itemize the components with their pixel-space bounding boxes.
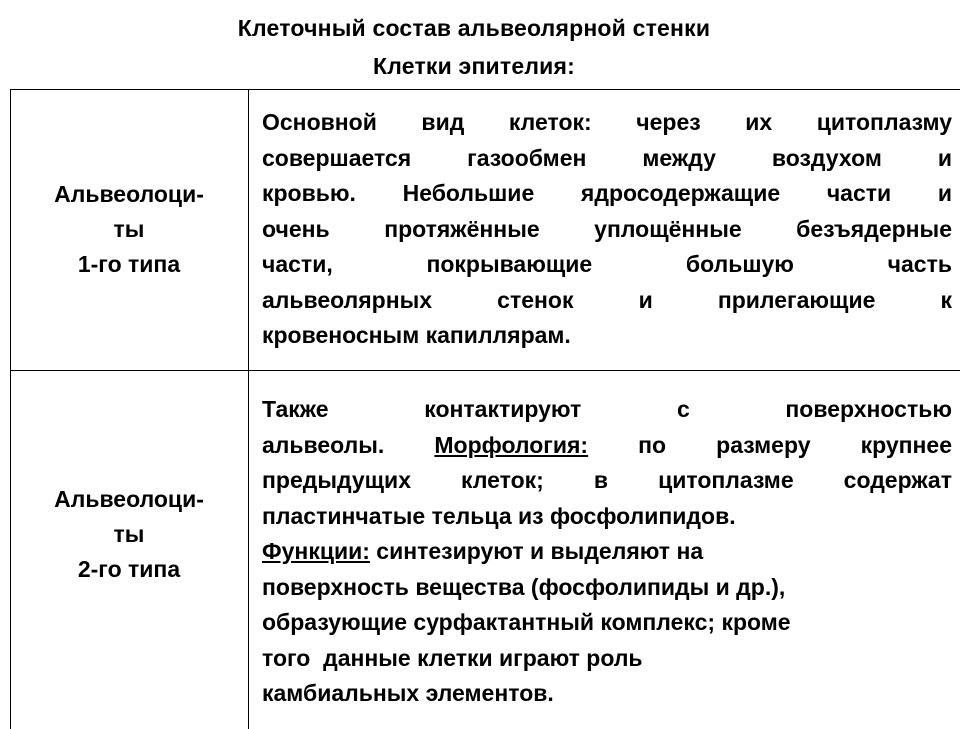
morphology-prefix: альвеолы. [262, 431, 435, 458]
morphology-line [262, 428, 952, 464]
description-line: пластинчатые тельца из фосфолипидов. [262, 502, 736, 529]
description-line: очень протяжённые уплощённые безъядерные [262, 215, 952, 242]
description-line: кровеносным капиллярам. [262, 322, 571, 348]
description-line: части, покрывающие большую часть [262, 251, 952, 277]
description-line: того данные клетки играют роль [262, 644, 643, 671]
description-line: Основной вид клеток: через их цитоплазму [262, 109, 952, 135]
page-title: Клеточный состав альвеолярной стенки [237, 15, 711, 41]
morphology-text: по размеру крупнее [588, 431, 952, 458]
label-line: Альвеолоци- [54, 486, 204, 512]
functions-line [262, 534, 952, 570]
description-line: камбиальных элементов. [262, 680, 554, 706]
description-line: Также контактируют с поверхностью [262, 396, 952, 422]
label-line: 1-го типа [77, 251, 181, 277]
morphology-heading: Морфология: [434, 431, 589, 458]
table-row-type-2 [10, 370, 960, 729]
page-subtitle: Клетки эпителия: [373, 53, 575, 79]
cell-type-label [10, 177, 248, 282]
description-line: предыдущих клеток; в цитоплазме содержат [262, 467, 952, 493]
cell-type-description [262, 392, 952, 712]
description-line: альвеолярных стенок и прилегающие к [262, 286, 952, 313]
table-row-type-1 [10, 89, 960, 370]
cell-types-table [10, 89, 960, 729]
label-line: ты [113, 521, 145, 547]
cell-type-label [10, 482, 248, 587]
label-line: Альвеолоци- [54, 181, 204, 207]
description-line: кровью. Небольшие ядросодержащие части и [262, 180, 952, 206]
label-line: ты [113, 216, 145, 242]
functions-heading: Функции: [262, 538, 370, 564]
description-line: образующие сурфактантный комплекс; кроме [262, 609, 791, 635]
functions-text: синтезируют и выделяют на [369, 538, 704, 564]
cell-type-description [262, 105, 952, 354]
description-line: поверхность вещества (фосфолипиды и др.), [262, 573, 786, 600]
description-line: совершается газообмен между воздухом и [262, 144, 952, 171]
label-line: 2-го типа [77, 556, 181, 582]
